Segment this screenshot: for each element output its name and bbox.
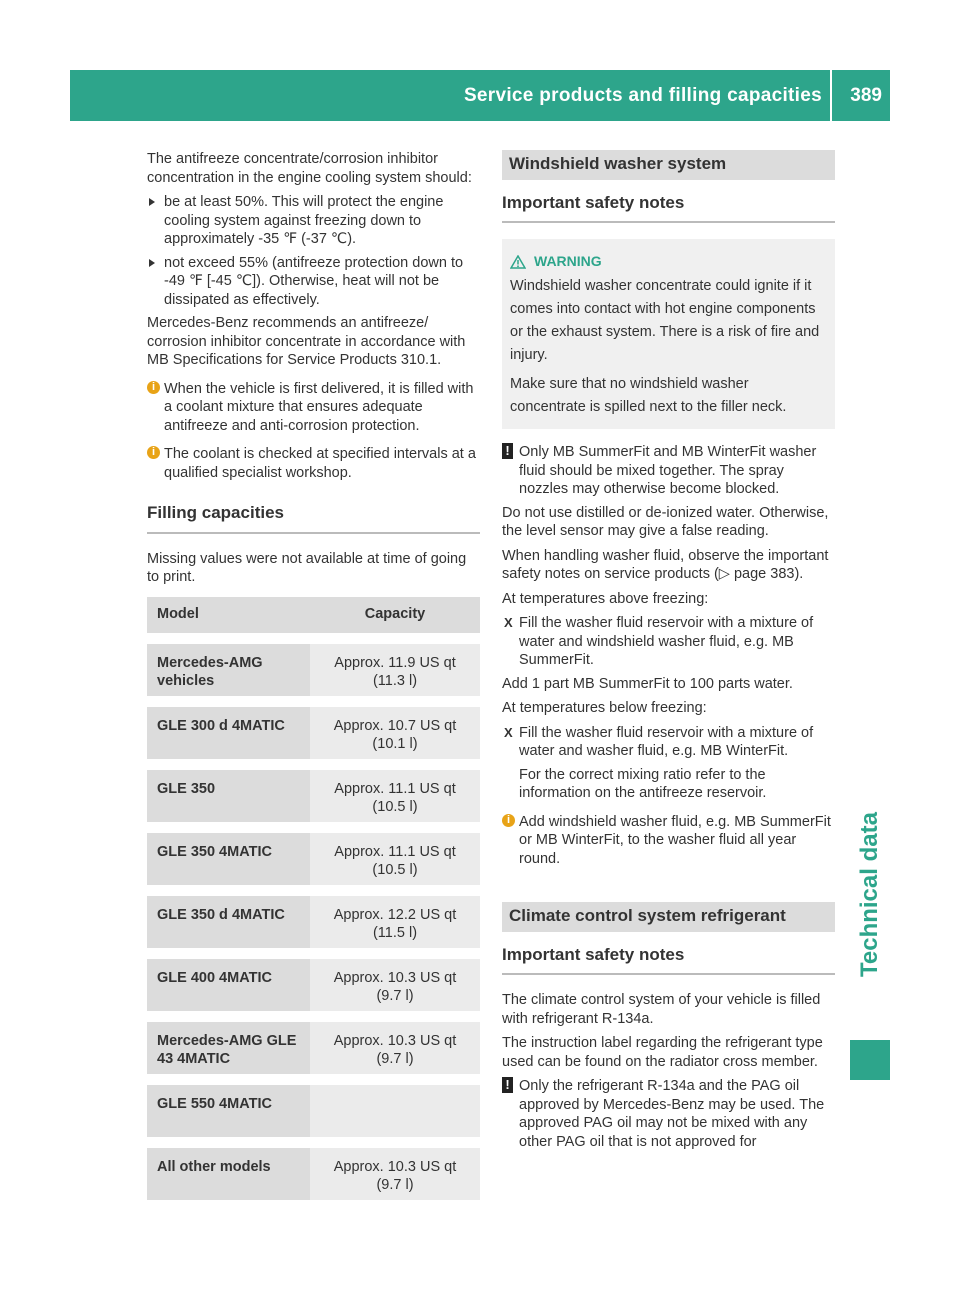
warning-triangle-icon [510, 255, 526, 269]
capacity-cell: Approx. 11.1 US qt (10.5 l) [310, 759, 480, 822]
capacity-cell: Approx. 10.7 US qt (10.1 l) [310, 696, 480, 759]
bullet-text: not exceed 55% (antifreeze protection down to -49 ℉ [-45 ℃]). Otherwise, heat will not be dissipated as effectively. [164, 254, 464, 308]
section-heading-washer: Windshield washer system [502, 150, 835, 180]
info-note [147, 445, 480, 482]
step-marker-icon: X [504, 724, 513, 740]
info-note [147, 380, 480, 436]
table-row [147, 759, 480, 822]
right-column [502, 150, 835, 1156]
step-text: Fill the washer fluid reservoir with a mixture of water and windshield washer fluid, e.g. MB SummerFit. [519, 615, 814, 668]
model-cell: GLE 400 4MATIC [147, 948, 310, 1011]
capacity-cell [310, 1074, 480, 1137]
model-cell: Mercedes-AMG GLE 43 4MATIC [147, 1011, 310, 1074]
model-cell: GLE 300 d 4MATIC [147, 696, 310, 759]
label-paragraph: The instruction label regarding the refrigerant type used can be found on the radiator cross member. [502, 1035, 823, 1070]
bullet-text: be at least 50%. This will protect the engine cooling system against freezing down to approximately -35 ℉ (-37 ℃). [164, 194, 444, 247]
capacity-cell: Approx. 10.3 US qt (9.7 l) [310, 1011, 480, 1074]
page-number: 389 [850, 85, 882, 106]
column-header-capacity: Capacity [310, 597, 480, 633]
info-text: When the vehicle is first delivered, it is filled with a coolant mixture that ensures adequate antifreeze and anti-corrosion protection. [164, 380, 474, 434]
missing-values-note: Missing values were not available at time of going to print. [147, 550, 467, 585]
capacity-table [147, 597, 480, 1200]
table-row [147, 696, 480, 759]
distilled-paragraph: Do not use distilled or de-ionized water. Otherwise, the level sensor may give a false reading. [502, 504, 829, 539]
caution-note [502, 443, 835, 499]
side-tab-marker [850, 1040, 890, 1080]
left-column [147, 150, 480, 1200]
climate-paragraph: The climate control system of your vehicle is filled with refrigerant R-134a. [502, 992, 821, 1027]
table-row [147, 633, 480, 696]
info-text: Add windshield washer fluid, e.g. MB SummerFit or MB WinterFit, to the washer fluid all year round. [519, 813, 831, 867]
capacity-cell: Approx. 11.9 US qt (11.3 l) [310, 633, 480, 696]
caution-text: Only the refrigerant R-134a and the PAG oil approved by Mercedes-Benz may be used. The approved PAG oil may not be mixed with any other PAG oil that is not approved for [519, 1078, 825, 1150]
table-row [147, 1011, 480, 1074]
info-text: The coolant is checked at specified intervals at a qualified specialist workshop. [164, 446, 476, 481]
add-part-paragraph: Add 1 part MB SummerFit to 100 parts water. [502, 675, 793, 692]
section-heading-filling: Filling capacities [147, 504, 480, 534]
page-header [70, 70, 890, 121]
bullet-item [147, 254, 480, 310]
model-cell: GLE 350 4MATIC [147, 822, 310, 885]
model-cell: GLE 350 d 4MATIC [147, 885, 310, 948]
warning-title [510, 250, 827, 273]
table-row [147, 1074, 480, 1137]
warning-text: Make sure that no windshield washer concentrate is spilled next to the filler neck. [510, 376, 787, 415]
exclamation-icon: ! [502, 1077, 513, 1093]
step-note: For the correct mixing ratio refer to the information on the antifreeze reservoir. [519, 766, 767, 801]
warning-text: Windshield washer concentrate could ignite if it comes into contact with hot engine components or the exhaust system. There is a risk of fire and injury. [510, 278, 820, 363]
capacity-cell: Approx. 11.1 US qt (10.5 l) [310, 822, 480, 885]
bullet-item [147, 193, 480, 249]
header-title: Service products and filling capacities [463, 85, 822, 106]
handling-paragraph: When handling washer fluid, observe the important safety notes on service products (▷ page 383). [502, 547, 829, 582]
table-row [147, 885, 480, 948]
model-cell: All other models [147, 1137, 310, 1200]
warning-box [502, 239, 835, 429]
exclamation-icon: ! [502, 443, 513, 459]
warning-label: WARNING [534, 253, 602, 269]
caution-note [502, 1077, 835, 1151]
instruction-step [502, 614, 835, 670]
above-freezing-label: At temperatures above freezing: [502, 590, 709, 607]
table-row [147, 948, 480, 1011]
table-row [147, 822, 480, 885]
info-icon: i [502, 814, 515, 827]
subheading-safety-notes: Important safety notes [502, 194, 835, 224]
info-icon: i [147, 446, 160, 459]
capacity-cell: Approx. 10.3 US qt (9.7 l) [310, 1137, 480, 1200]
model-cell: GLE 550 4MATIC [147, 1074, 310, 1137]
table-row [147, 1137, 480, 1200]
section-heading-climate: Climate control system refrigerant [502, 902, 835, 932]
recommend-paragraph: Mercedes-Benz recommends an antifreeze/ corrosion inhibitor concentrate in accordance with MB Specifications for Service Products 310.1. [147, 315, 466, 368]
column-header-model: Model [147, 597, 310, 633]
capacity-cell: Approx. 12.2 US qt (11.5 l) [310, 885, 480, 948]
below-freezing-label: At temperatures below freezing: [502, 700, 707, 716]
subheading-safety-notes: Important safety notes [502, 946, 835, 976]
info-note [502, 813, 835, 869]
intro-paragraph: The antifreeze concentrate/corrosion inhibitor concentration in the engine cooling system should: [147, 151, 472, 186]
side-tab-label: Technical data [850, 760, 890, 1030]
header-divider [830, 70, 832, 121]
model-cell: GLE 350 [147, 759, 310, 822]
step-marker-icon: X [504, 615, 513, 630]
instruction-step [502, 724, 835, 761]
info-icon: i [147, 381, 160, 394]
model-cell: Mercedes-AMG vehicles [147, 633, 310, 696]
capacity-cell: Approx. 10.3 US qt (9.7 l) [310, 948, 480, 1011]
caution-text: Only MB SummerFit and MB WinterFit washer fluid should be mixed together. The spray nozzles may otherwise become blocked. [519, 444, 817, 497]
step-text: Fill the washer fluid reservoir with a mixture of water and washer fluid, e.g. MB WinterFit. [519, 724, 814, 759]
